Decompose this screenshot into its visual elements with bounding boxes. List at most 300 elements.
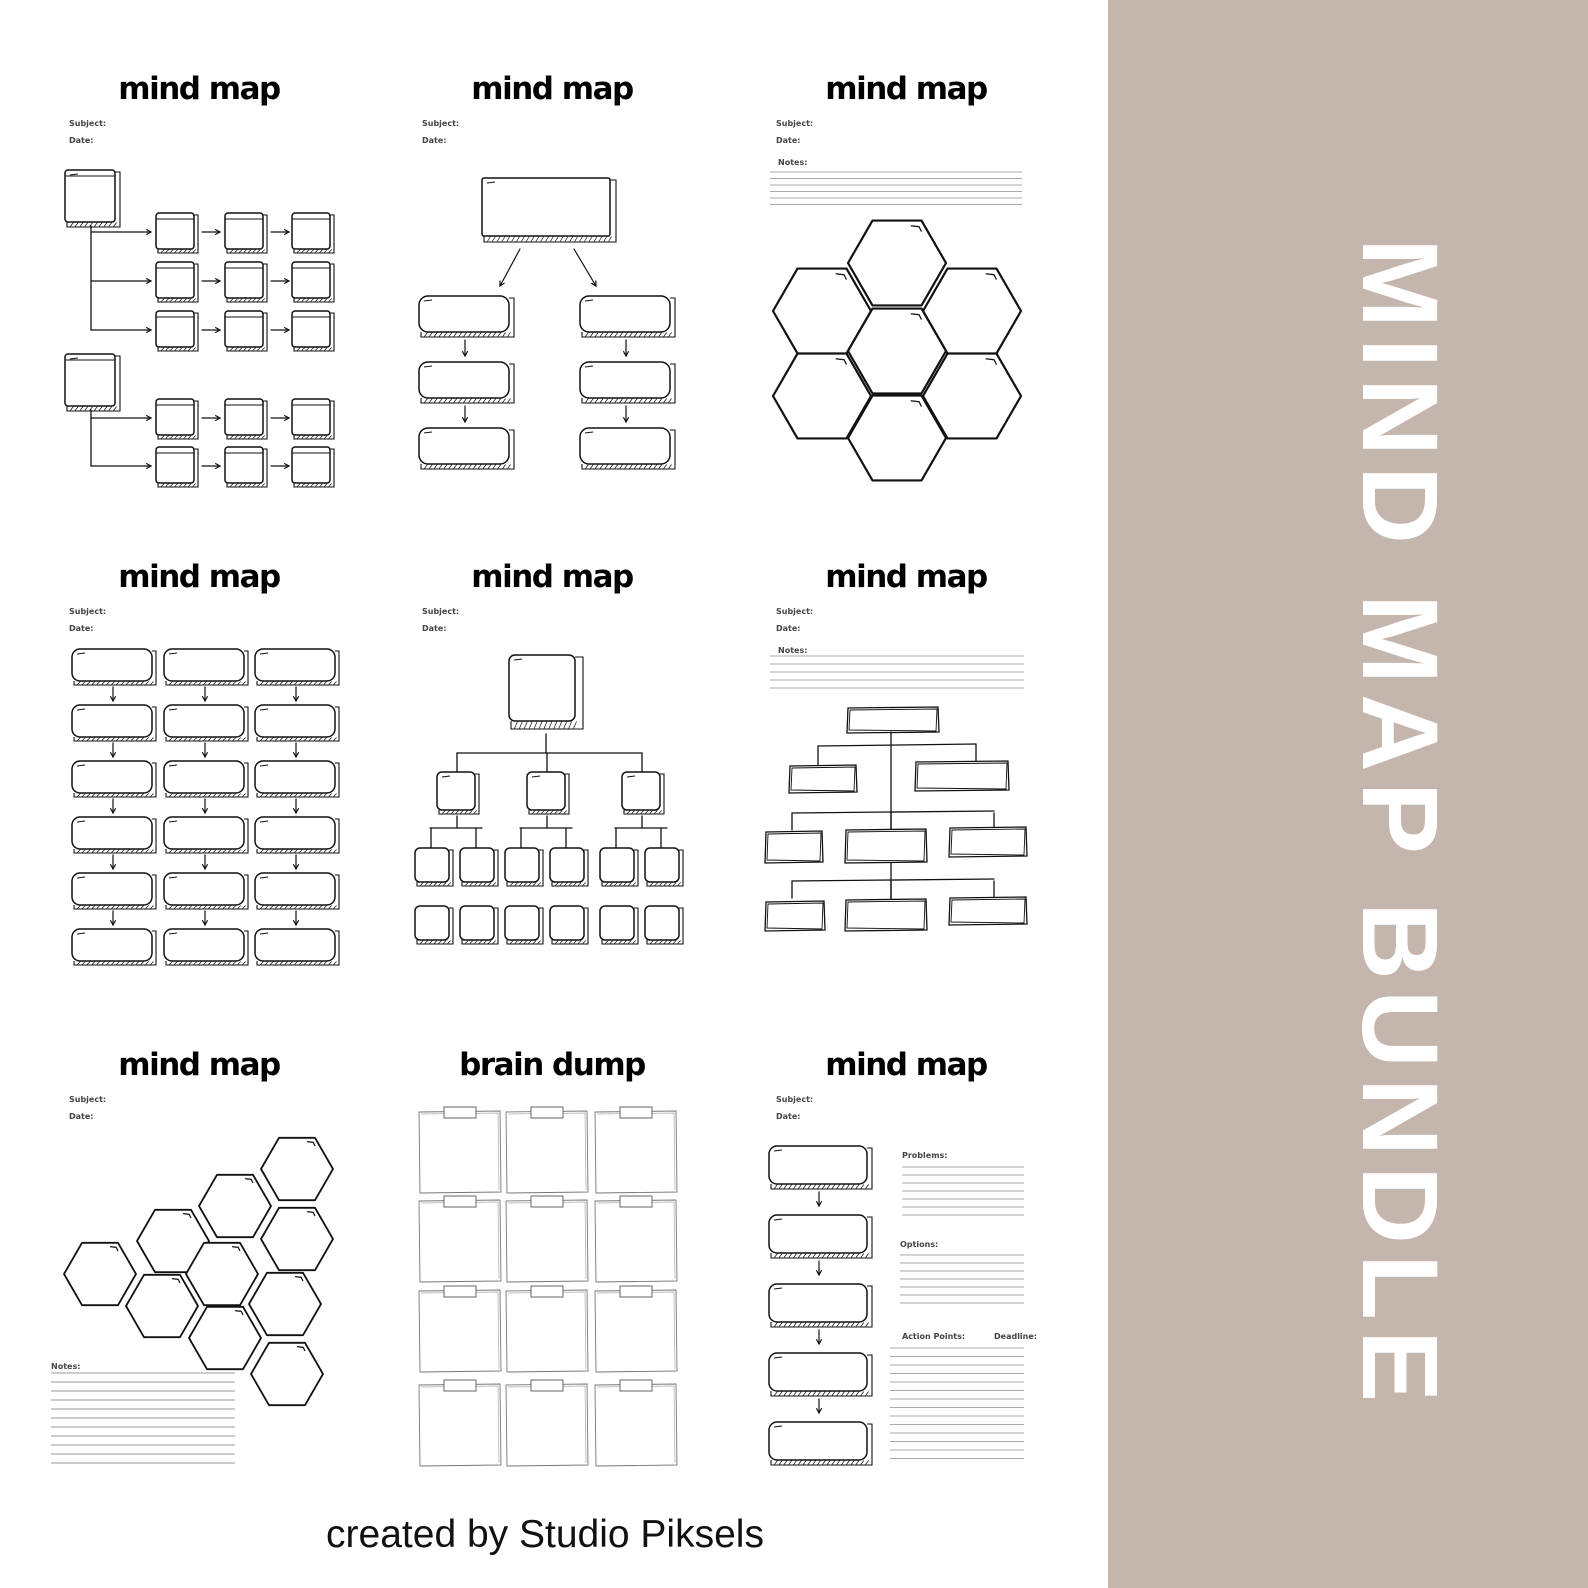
hatch-stroke xyxy=(583,941,586,944)
box-hatching xyxy=(627,811,662,814)
hatch-stroke xyxy=(136,682,139,685)
hatch-stroke xyxy=(451,811,454,814)
hatch-stroke xyxy=(257,484,260,487)
hatch-stroke xyxy=(615,333,618,337)
sticky-note xyxy=(506,1286,588,1372)
hatch-stroke xyxy=(97,962,100,965)
hatch-stroke xyxy=(524,941,527,944)
hatch-stroke xyxy=(659,333,662,337)
sketch-box xyxy=(415,906,453,944)
hatch-stroke xyxy=(678,883,681,886)
subject-label: Subject: xyxy=(422,607,460,616)
hatch-stroke xyxy=(541,811,544,814)
sketch-box xyxy=(72,873,156,909)
hatch-stroke xyxy=(228,738,231,741)
hatch-stroke xyxy=(239,299,242,302)
hatch-stroke xyxy=(97,850,100,853)
box-outline xyxy=(645,906,679,940)
hatch-stroke xyxy=(126,850,129,853)
note-outline xyxy=(595,1200,677,1282)
box-outline xyxy=(72,649,152,681)
hatch-stroke xyxy=(228,906,231,909)
hatch-stroke xyxy=(822,1461,825,1465)
hatch-stroke xyxy=(444,465,447,469)
hatch-stroke xyxy=(629,399,632,403)
box-hatching xyxy=(161,484,196,487)
hatch-stroke xyxy=(243,738,246,741)
date-label: Date: xyxy=(422,136,447,145)
sketch-box xyxy=(769,1284,872,1327)
hatch-stroke xyxy=(654,333,657,337)
hatch-stroke xyxy=(270,962,273,965)
hatch-stroke xyxy=(102,738,105,741)
subject-label: Subject: xyxy=(776,119,814,128)
box-outline xyxy=(292,311,330,347)
hatch-stroke xyxy=(798,1254,801,1258)
hatch-stroke xyxy=(136,906,139,909)
hatch-stroke xyxy=(248,484,251,487)
hatch-stroke xyxy=(306,484,309,487)
hatch-stroke xyxy=(189,906,192,909)
hatch-stroke xyxy=(262,250,265,253)
hatch-stroke xyxy=(324,738,327,741)
hatch-stroke xyxy=(473,465,476,469)
hatch-stroke xyxy=(146,682,149,685)
hatch-stroke xyxy=(244,348,247,351)
box-hatching xyxy=(555,883,585,886)
hatch-stroke xyxy=(257,436,260,439)
hatch-stroke xyxy=(464,399,467,403)
page-hexagon-scatter xyxy=(49,1036,349,1506)
hatch-stroke xyxy=(473,399,476,403)
hatch-stroke xyxy=(488,333,491,337)
hatch-stroke xyxy=(464,465,467,469)
hatch-stroke xyxy=(270,850,273,853)
hatch-stroke xyxy=(488,465,491,469)
note-outline xyxy=(419,1111,501,1193)
box-outline xyxy=(550,906,584,940)
hatch-stroke xyxy=(239,250,242,253)
problems-label: Problems: xyxy=(902,1151,948,1160)
hatch-stroke xyxy=(87,794,90,797)
hatch-stroke xyxy=(470,941,473,944)
hatch-stroke xyxy=(253,484,256,487)
hatch-stroke xyxy=(434,941,437,944)
box-hatching xyxy=(230,250,265,253)
hatch-stroke xyxy=(204,682,207,685)
hatch-stroke xyxy=(454,399,457,403)
sketch-box xyxy=(164,873,248,909)
box-outline xyxy=(600,906,634,940)
hatch-stroke xyxy=(184,738,187,741)
hatch-stroke xyxy=(564,722,567,729)
hatch-stroke xyxy=(265,906,268,909)
page-hexagon-cluster xyxy=(756,60,1056,530)
hatch-stroke xyxy=(314,962,317,965)
note-outline xyxy=(419,1290,501,1372)
hatch-stroke xyxy=(846,1392,849,1396)
hatch-stroke xyxy=(166,484,169,487)
box-hatching xyxy=(169,738,245,741)
hatch-stroke xyxy=(188,348,191,351)
sketch-box xyxy=(769,1215,872,1258)
sketch-rectangle xyxy=(845,899,927,931)
hatch-stroke xyxy=(595,465,598,469)
connector-line xyxy=(574,249,596,286)
hatch-stroke xyxy=(832,1254,835,1258)
hatch-stroke xyxy=(77,962,80,965)
sticky-note xyxy=(419,1286,501,1372)
subject-label: Subject: xyxy=(69,607,107,616)
page-title: brain dump xyxy=(459,1047,645,1083)
hatch-stroke xyxy=(644,465,647,469)
hatch-stroke xyxy=(141,682,144,685)
tape-strip xyxy=(531,1286,563,1297)
box-hatching xyxy=(774,1254,868,1258)
hatch-stroke xyxy=(131,682,134,685)
hatch-stroke xyxy=(659,941,662,944)
hatch-stroke xyxy=(82,962,85,965)
hatch-stroke xyxy=(199,738,202,741)
box-hatching xyxy=(260,850,336,853)
box-chains-diagram xyxy=(49,60,349,530)
box-hatching xyxy=(532,811,567,814)
hatch-stroke xyxy=(774,1392,777,1396)
box-outline xyxy=(156,399,194,435)
box-outline xyxy=(164,929,244,961)
hatch-stroke xyxy=(82,794,85,797)
hatch-stroke xyxy=(449,465,452,469)
hatch-stroke xyxy=(515,883,518,886)
hatch-stroke xyxy=(798,1323,801,1327)
hatch-stroke xyxy=(270,738,273,741)
hatch-stroke xyxy=(112,794,115,797)
hatch-stroke xyxy=(166,436,169,439)
box-outline xyxy=(645,848,679,882)
box-hatching xyxy=(77,850,153,853)
hexagon-outline xyxy=(251,1343,323,1405)
hatch-stroke xyxy=(77,738,80,741)
hatch-stroke xyxy=(420,941,423,944)
hexagon-outline xyxy=(126,1275,198,1337)
sketch-box xyxy=(505,848,543,886)
hatch-stroke xyxy=(629,333,632,337)
sketch-box xyxy=(255,873,339,909)
hatch-stroke xyxy=(107,794,110,797)
hatch-stroke xyxy=(803,1254,806,1258)
hatch-stroke xyxy=(121,794,124,797)
hatch-stroke xyxy=(589,237,592,242)
hatch-stroke xyxy=(503,465,506,469)
hatch-stroke xyxy=(448,941,451,944)
hatch-stroke xyxy=(193,250,196,253)
box-hatching xyxy=(169,850,245,853)
hatch-stroke xyxy=(253,348,256,351)
hatch-stroke xyxy=(460,811,463,814)
hatch-stroke xyxy=(116,850,119,853)
hatch-stroke xyxy=(569,883,572,886)
hatch-stroke xyxy=(610,465,613,469)
hatch-stroke xyxy=(526,237,529,242)
sketch-box xyxy=(292,213,334,253)
sketch-box xyxy=(72,649,156,685)
hatch-stroke xyxy=(97,682,100,685)
hatch-stroke xyxy=(228,850,231,853)
hatch-stroke xyxy=(531,237,534,242)
box-outline xyxy=(225,262,263,298)
hatch-stroke xyxy=(459,465,462,469)
hatch-stroke xyxy=(605,333,608,337)
hexagon-shape xyxy=(64,1243,136,1305)
hatch-stroke xyxy=(329,850,332,853)
hatch-stroke xyxy=(82,682,85,685)
hatch-stroke xyxy=(199,906,202,909)
hatch-stroke xyxy=(319,962,322,965)
hatch-stroke xyxy=(102,962,105,965)
hatch-stroke xyxy=(600,399,603,403)
hatch-stroke xyxy=(539,722,542,729)
sticky-note xyxy=(595,1196,677,1282)
hatch-stroke xyxy=(424,399,427,403)
hatch-stroke xyxy=(585,399,588,403)
hatch-stroke xyxy=(233,906,236,909)
box-hatching xyxy=(510,941,540,944)
box-outline xyxy=(65,170,115,222)
sketch-box xyxy=(580,296,675,337)
hatch-stroke xyxy=(508,465,511,469)
hatch-stroke xyxy=(311,436,314,439)
hatch-stroke xyxy=(262,348,265,351)
box-hatching xyxy=(465,883,495,886)
hatch-stroke xyxy=(856,1461,859,1465)
sketch-box xyxy=(255,705,339,741)
hatch-stroke xyxy=(813,1392,816,1396)
hatch-stroke xyxy=(309,682,312,685)
box-outline xyxy=(225,447,263,483)
hatch-stroke xyxy=(654,465,657,469)
hatch-stroke xyxy=(223,906,226,909)
hatch-stroke xyxy=(213,738,216,741)
hatch-stroke xyxy=(204,794,207,797)
hatch-stroke xyxy=(116,906,119,909)
hatch-stroke xyxy=(239,436,242,439)
hatch-stroke xyxy=(324,484,327,487)
hatch-stroke xyxy=(87,962,90,965)
hatch-stroke xyxy=(803,1323,806,1327)
hatch-stroke xyxy=(861,1254,864,1258)
box-outline xyxy=(292,213,330,249)
box-outline xyxy=(419,296,509,332)
page-problem-solving xyxy=(756,1036,1056,1506)
tape-strip xyxy=(444,1380,476,1391)
hatch-stroke xyxy=(170,484,173,487)
box-hatching xyxy=(774,1392,868,1396)
hatch-stroke xyxy=(75,407,78,411)
hatch-stroke xyxy=(208,738,211,741)
notes-label: Notes: xyxy=(778,646,808,655)
hatch-stroke xyxy=(116,962,119,965)
connector-line xyxy=(792,811,994,813)
hatch-stroke xyxy=(818,1185,821,1189)
hatch-stroke xyxy=(459,399,462,403)
hatch-stroke xyxy=(260,738,263,741)
hatch-stroke xyxy=(468,333,471,337)
hatch-stroke xyxy=(193,348,196,351)
hatch-stroke xyxy=(610,333,613,337)
problem-solving-diagram xyxy=(756,1036,1056,1506)
hatch-stroke xyxy=(102,850,105,853)
hatch-stroke xyxy=(534,722,537,729)
hatch-stroke xyxy=(174,682,177,685)
hatch-stroke xyxy=(297,348,300,351)
tape-strip xyxy=(620,1286,652,1297)
hatch-stroke xyxy=(315,250,318,253)
subject-label: Subject: xyxy=(69,1095,107,1104)
box-hatching xyxy=(169,962,245,965)
hatch-stroke xyxy=(175,250,178,253)
hatch-stroke xyxy=(570,237,573,242)
hatch-stroke xyxy=(199,850,202,853)
hatch-stroke xyxy=(329,794,332,797)
hatch-stroke xyxy=(837,1461,840,1465)
hatch-stroke xyxy=(808,1461,811,1465)
box-outline xyxy=(156,262,194,298)
hatch-stroke xyxy=(628,883,631,886)
hatch-stroke xyxy=(803,1461,806,1465)
hatch-stroke xyxy=(842,1323,845,1327)
hatch-stroke xyxy=(794,1254,797,1258)
hatch-stroke xyxy=(161,348,164,351)
hatch-stroke xyxy=(112,906,115,909)
hatch-stroke xyxy=(837,1254,840,1258)
box-hatching xyxy=(77,962,153,965)
sketch-box xyxy=(225,399,267,439)
hatch-stroke xyxy=(208,850,211,853)
box-outline xyxy=(769,1422,867,1460)
box-hatching xyxy=(169,682,245,685)
box-outline xyxy=(482,178,610,236)
hatch-stroke xyxy=(498,465,501,469)
box-outline xyxy=(527,772,565,810)
sketch-box xyxy=(225,311,267,351)
hatch-stroke xyxy=(334,850,337,853)
hatch-stroke xyxy=(851,1323,854,1327)
hatch-stroke xyxy=(827,1392,830,1396)
hatch-stroke xyxy=(257,250,260,253)
box-outline xyxy=(225,311,263,347)
hatch-stroke xyxy=(664,941,667,944)
hatch-stroke xyxy=(425,883,428,886)
sketch-box xyxy=(164,761,248,797)
hatch-stroke xyxy=(295,682,298,685)
hatch-stroke xyxy=(82,738,85,741)
hatch-stroke xyxy=(560,941,563,944)
hatch-stroke xyxy=(285,850,288,853)
box-hatching xyxy=(297,299,332,302)
hatch-stroke xyxy=(529,722,532,729)
hatch-stroke xyxy=(302,299,305,302)
hatch-stroke xyxy=(304,794,307,797)
hatch-stroke xyxy=(85,223,88,227)
box-outline xyxy=(156,447,194,483)
hatch-stroke xyxy=(243,850,246,853)
hatch-stroke xyxy=(664,399,667,403)
box-outline xyxy=(292,262,330,298)
hatch-stroke xyxy=(429,333,432,337)
sketch-rectangle xyxy=(949,897,1027,925)
hatch-stroke xyxy=(260,906,263,909)
hatch-stroke xyxy=(822,1392,825,1396)
hatch-stroke xyxy=(784,1254,787,1258)
hatch-stroke xyxy=(235,299,238,302)
sketch-stroke xyxy=(789,765,857,793)
box-hatching xyxy=(650,883,680,886)
hexagon-shape xyxy=(261,1208,333,1270)
hatch-stroke xyxy=(808,1254,811,1258)
hatch-stroke xyxy=(121,850,124,853)
hatch-stroke xyxy=(265,962,268,965)
hatch-stroke xyxy=(484,883,487,886)
sketch-stroke xyxy=(845,829,927,863)
hatch-stroke xyxy=(107,850,110,853)
box-outline xyxy=(292,447,330,483)
hatch-stroke xyxy=(508,399,511,403)
box-outline xyxy=(419,362,509,398)
hatch-stroke xyxy=(320,348,323,351)
hatch-stroke xyxy=(116,794,119,797)
hatch-stroke xyxy=(290,738,293,741)
box-hatching xyxy=(161,436,196,439)
hatch-stroke xyxy=(478,465,481,469)
box-hatching xyxy=(465,941,495,944)
page-title: mind map xyxy=(471,559,633,595)
hatch-stroke xyxy=(223,682,226,685)
box-hatching xyxy=(585,333,671,337)
hatch-stroke xyxy=(189,682,192,685)
hatch-stroke xyxy=(304,850,307,853)
hatch-stroke xyxy=(253,299,256,302)
hatch-stroke xyxy=(257,299,260,302)
hatch-stroke xyxy=(238,850,241,853)
box-outline xyxy=(460,848,494,882)
hatch-stroke xyxy=(609,237,612,242)
notes-label: Notes: xyxy=(778,158,808,167)
hatch-stroke xyxy=(244,250,247,253)
hatch-stroke xyxy=(184,962,187,965)
hatch-stroke xyxy=(546,237,549,242)
hatch-stroke xyxy=(161,484,164,487)
hatch-stroke xyxy=(265,794,268,797)
hatch-stroke xyxy=(842,1185,845,1189)
hatch-stroke xyxy=(329,299,332,302)
hatch-stroke xyxy=(644,333,647,337)
hatch-stroke xyxy=(169,850,172,853)
hatch-stroke xyxy=(434,465,437,469)
hatch-stroke xyxy=(233,682,236,685)
hatch-stroke xyxy=(136,794,139,797)
hatch-stroke xyxy=(208,962,211,965)
hatch-stroke xyxy=(559,722,562,729)
hatch-stroke xyxy=(223,850,226,853)
hatch-stroke xyxy=(275,962,278,965)
note-outline xyxy=(506,1200,588,1282)
hatch-stroke xyxy=(238,738,241,741)
hatch-stroke xyxy=(260,962,263,965)
hatch-stroke xyxy=(82,850,85,853)
hatch-stroke xyxy=(779,1461,782,1465)
sketch-box xyxy=(292,447,334,487)
hatch-stroke xyxy=(230,299,233,302)
